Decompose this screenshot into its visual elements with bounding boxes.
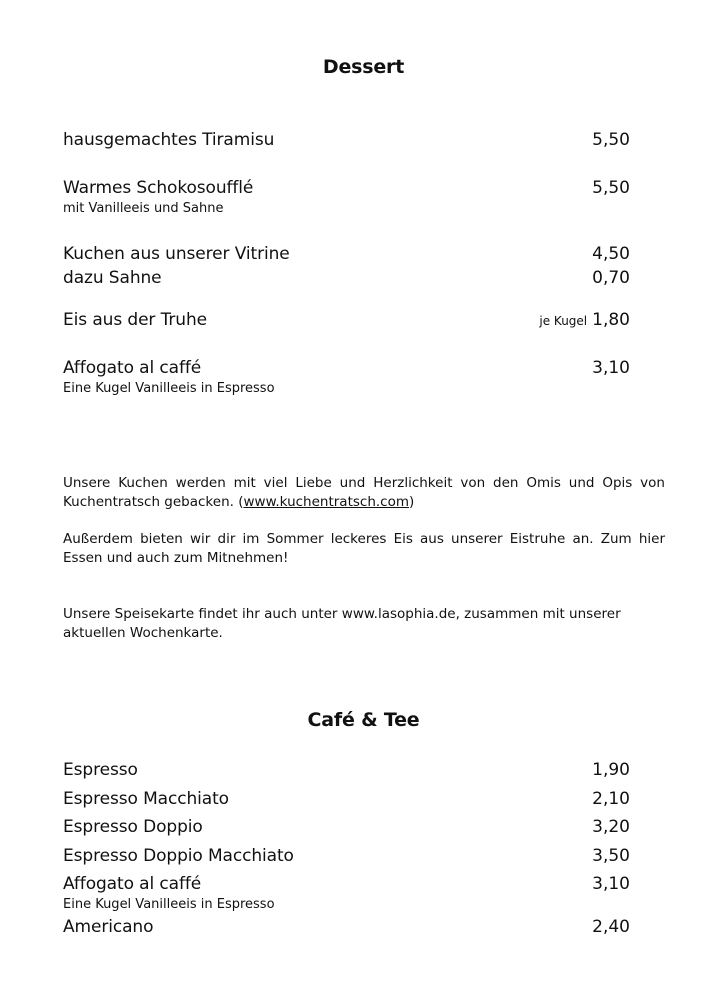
item-price-group (539, 310, 630, 330)
item-name: Warmes Schokosoufflé (63, 178, 254, 198)
menu-item-kuchen (63, 244, 630, 266)
item-name: Americano (63, 917, 154, 937)
item-price: 3,20 (592, 817, 630, 837)
item-price: 5,50 (592, 178, 630, 198)
menu-item-espresso (63, 760, 630, 782)
item-price: 3,10 (592, 358, 630, 378)
menu-item-tiramisu (63, 130, 630, 152)
price-note: je Kugel (539, 314, 588, 328)
cafe-heading: Café & Tee (307, 709, 420, 731)
item-price: 2,10 (592, 789, 630, 809)
menu-item-espresso-doppio-macchiato (63, 846, 630, 868)
kuchen-note-text: Unsere Kuchen werden mit viel Liebe und Herzlichkeit von den Omis und Opis von Kuchentratsch gebacken. ( (63, 475, 665, 510)
item-name: Espresso (63, 760, 138, 780)
dessert-heading: Dessert (322, 56, 405, 78)
item-name: Espresso Macchiato (63, 789, 229, 809)
item-name: Affogato al caffé (63, 874, 202, 894)
menu-item-sahne (63, 268, 630, 290)
item-description: mit Vanilleeis und Sahne (63, 201, 224, 216)
eis-note: Außerdem bieten wir dir im Sommer leckeres Eis aus unserer Eistruhe an. Zum hier Essen und auch zum Mitnehmen! (63, 531, 665, 566)
item-name: dazu Sahne (63, 268, 162, 288)
item-name: Espresso Doppio (63, 817, 203, 837)
item-price: 0,70 (592, 268, 630, 288)
item-price: 1,90 (592, 760, 630, 780)
item-price: 4,50 (592, 244, 630, 264)
item-price: 3,10 (592, 874, 630, 894)
item-name: Affogato al caffé (63, 358, 202, 378)
speisekarte-note: Unsere Speisekarte findet ihr auch unter www.lasophia.de, zusammen mit unserer aktuellen Wochenkarte. (63, 606, 621, 641)
item-price: 3,50 (592, 846, 630, 866)
item-description: Eine Kugel Vanilleeis in Espresso (63, 381, 275, 396)
item-price: 2,40 (592, 917, 630, 937)
menu-item-espresso-doppio (63, 817, 630, 839)
kuchen-note-close: ) (409, 494, 415, 510)
menu-item-affogato-cafe (63, 874, 630, 896)
menu-item-americano (63, 917, 630, 939)
item-name: Espresso Doppio Macchiato (63, 846, 294, 866)
menu-item-schokosouffle (63, 178, 630, 200)
item-price: 5,50 (592, 130, 630, 150)
item-price: 1,80 (592, 310, 630, 330)
kuchen-note (63, 474, 665, 512)
item-name: Kuchen aus unserer Vitrine (63, 244, 290, 264)
item-name: hausgemachtes Tiramisu (63, 130, 275, 150)
menu-item-affogato (63, 358, 630, 380)
menu-item-espresso-macchiato (63, 789, 630, 811)
menu-item-eis (63, 310, 630, 332)
kuchentratsch-link[interactable]: www.kuchentratsch.com (243, 494, 410, 510)
item-description: Eine Kugel Vanilleeis in Espresso (63, 897, 275, 912)
item-name: Eis aus der Truhe (63, 310, 208, 330)
